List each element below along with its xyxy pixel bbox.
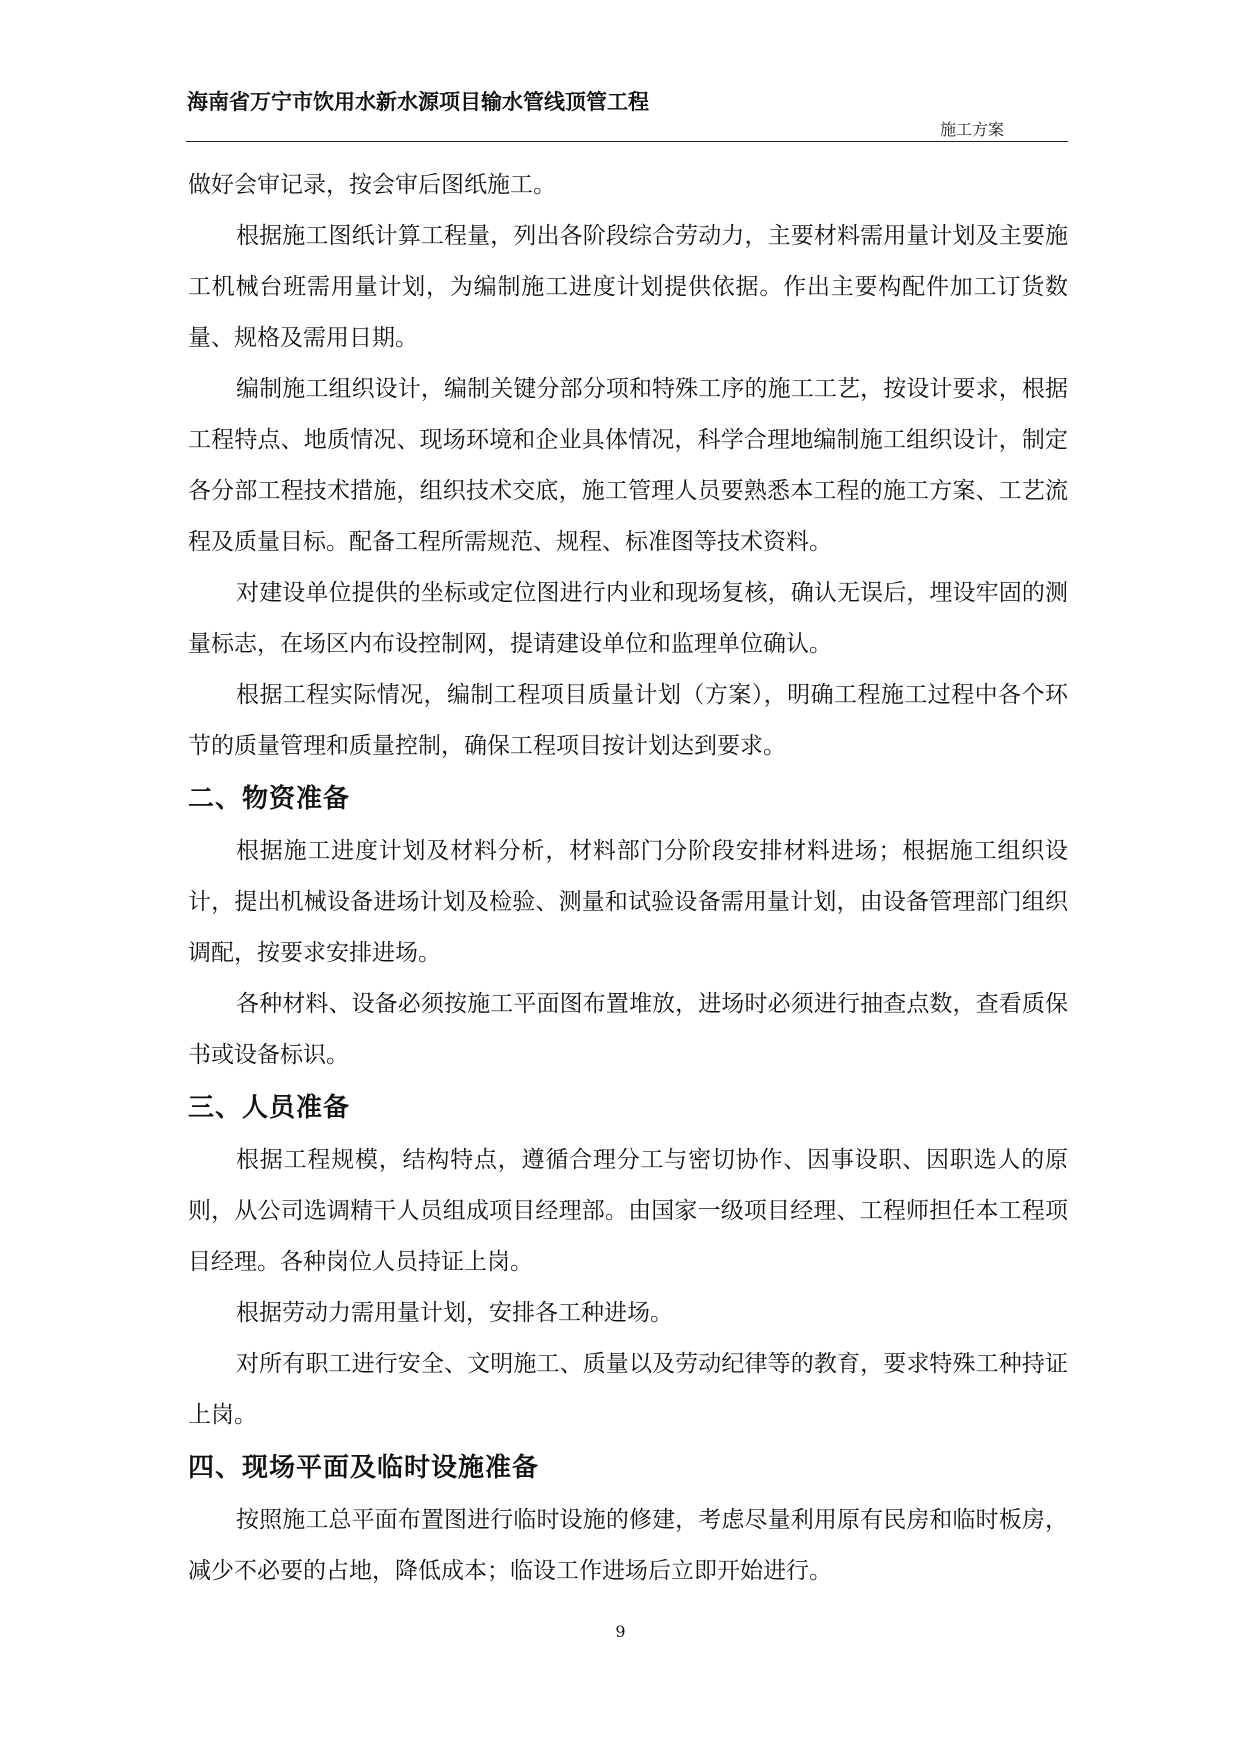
paragraph: 根据工程实际情况，编制工程项目质量计划（方案），明确工程施工过程中各个环节的质量管理和质量控制，确保工程项目按计划达到要求。	[188, 682, 1068, 759]
document-body	[188, 160, 1068, 1597]
paragraph: 对所有职工进行安全、文明施工、质量以及劳动纪律等的教育，要求特殊工种持证上岗。	[188, 1351, 1068, 1428]
section-heading-personnel: 三、人员准备	[188, 1093, 351, 1123]
paragraph: 根据施工图纸计算工程量，列出各阶段综合劳动力，主要材料需用量计划及主要施工机械台班需用量计划，为编制施工进度计划提供依据。作出主要构配件加工订货数量、规格及需用日期。	[188, 223, 1068, 351]
header-title: 海南省万宁市饮用水新水源项目输水管线顶管工程	[187, 90, 649, 114]
header-section-label: 施工方案	[939, 120, 1004, 139]
paragraph: 编制施工组织设计，编制关键分部分项和特殊工序的施工工艺，按设计要求，根据工程特点、地质情况、现场环境和企业具体情况，科学合理地编制施工组织设计，制定各分部工程技术措施，组织技术交底，施工管理人员要熟悉本工程的施工方案、工艺流程及质量目标。配备工程所需规范、规程、标准图等技术资料。	[188, 376, 1068, 555]
page-number: 9	[615, 1622, 626, 1641]
paragraph: 做好会审记录，按会审后图纸施工。	[188, 172, 556, 198]
section-heading-materials: 二、物资准备	[188, 784, 351, 814]
paragraph: 各种材料、设备必须按施工平面图布置堆放，进场时必须进行抽查点数，查看质保书或设备标识。	[188, 991, 1068, 1068]
paragraph: 根据工程规模，结构特点，遵循合理分工与密切协作、因事设职、因职选人的原则，从公司选调精干人员组成项目经理部。由国家一级项目经理、工程师担任本工程项目经理。各种岗位人员持证上岗。	[188, 1147, 1068, 1275]
paragraph: 根据施工进度计划及材料分析，材料部门分阶段安排材料进场；根据施工组织设计，提出机械设备进场计划及检验、测量和试验设备需用量计划，由设备管理部门组织调配，按要求安排进场。	[188, 838, 1068, 966]
paragraph: 对建设单位提供的坐标或定位图进行内业和现场复核，确认无误后，埋设牢固的测量标志，在场区内布设控制网，提请建设单位和监理单位确认。	[188, 580, 1068, 657]
paragraph: 根据劳动力需用量计划，安排各工种进场。	[236, 1300, 673, 1326]
header-rule	[186, 141, 1068, 142]
paragraph: 按照施工总平面布置图进行临时设施的修建，考虑尽量利用原有民房和临时板房，减少不必要的占地，降低成本；临设工作进场后立即开始进行。	[188, 1507, 1068, 1584]
section-heading-site-facilities: 四、现场平面及临时设施准备	[188, 1453, 540, 1483]
